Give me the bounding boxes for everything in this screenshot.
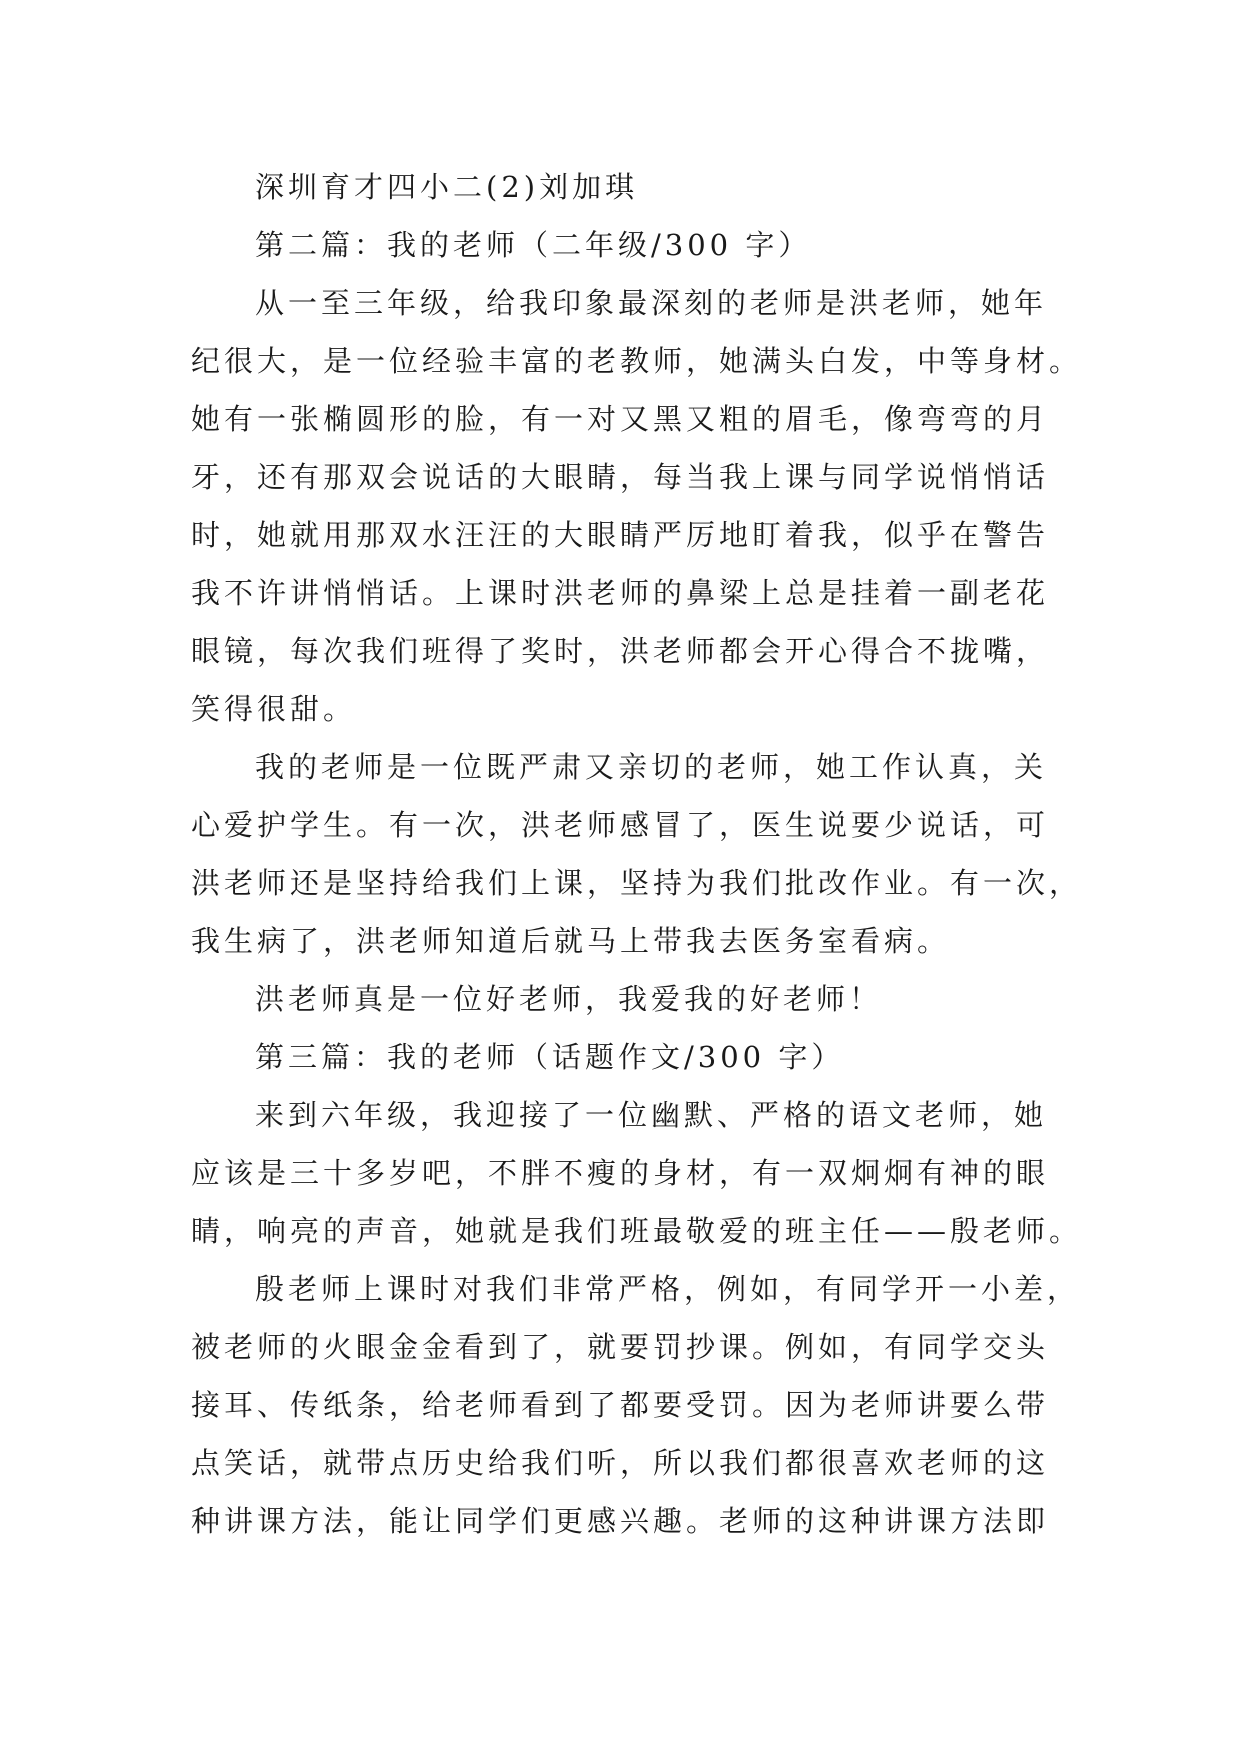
text-line: 殷老师上课时对我们非常严格，例如，有同学开一小差，	[255, 1272, 1081, 1306]
text-line: 时，她就用那双水汪汪的大眼睛严厉地盯着我，似乎在警告	[191, 518, 1050, 552]
text-line: 从一至三年级，给我印象最深刻的老师是洪老师，她年	[255, 286, 1048, 320]
text-line: 笑得很甜。	[191, 692, 357, 726]
text-line: 我的老师是一位既严肃又亲切的老师，她工作认真，关	[255, 750, 1048, 784]
text-line: 应该是三十多岁吧，不胖不瘦的身材，有一双炯炯有神的眼	[191, 1156, 1050, 1190]
text-line: 眼镜，每次我们班得了奖时，洪老师都会开心得合不拢嘴，	[191, 634, 1050, 668]
text-line: 我不许讲悄悄话。上课时洪老师的鼻梁上总是挂着一副老花	[191, 576, 1050, 610]
text-line: 睛，响亮的声音，她就是我们班最敬爱的班主任——殷老师。	[191, 1214, 1083, 1248]
text-line: 洪老师还是坚持给我们上课，坚持为我们批改作业。有一次，	[191, 866, 1083, 900]
text-line: 纪很大，是一位经验丰富的老教师，她满头白发，中等身材。	[191, 344, 1083, 378]
essay-heading-3: 第三篇：我的老师（话题作文/300 字）	[255, 1040, 845, 1074]
text-line: 来到六年级，我迎接了一位幽默、严格的语文老师，她	[255, 1098, 1048, 1132]
text-line: 心爱护学生。有一次，洪老师感冒了，医生说要少说话，可	[191, 808, 1050, 842]
text-line: 牙，还有那双会说话的大眼睛，每当我上课与同学说悄悄话	[191, 460, 1050, 494]
text-line: 我生病了，洪老师知道后就马上带我去医务室看病。	[191, 924, 951, 958]
text-line: 被老师的火眼金金看到了，就要罚抄课。例如，有同学交头	[191, 1330, 1050, 1364]
text-line: 种讲课方法，能让同学们更感兴趣。老师的这种讲课方法即	[191, 1504, 1050, 1538]
text-line: 她有一张椭圆形的脸，有一对又黑又粗的眉毛，像弯弯的月	[191, 402, 1050, 436]
text-line: 洪老师真是一位好老师，我爱我的好老师！	[255, 982, 883, 1016]
essay-heading-2: 第二篇：我的老师（二年级/300 字）	[255, 228, 812, 262]
essay-text-block	[191, 158, 1083, 1550]
author-line: 深圳育才四小二(2)刘加琪	[255, 170, 639, 204]
text-line: 接耳、传纸条，给老师看到了都要受罚。因为老师讲要么带	[191, 1388, 1050, 1422]
text-line: 点笑话，就带点历史给我们听，所以我们都很喜欢老师的这	[191, 1446, 1050, 1480]
